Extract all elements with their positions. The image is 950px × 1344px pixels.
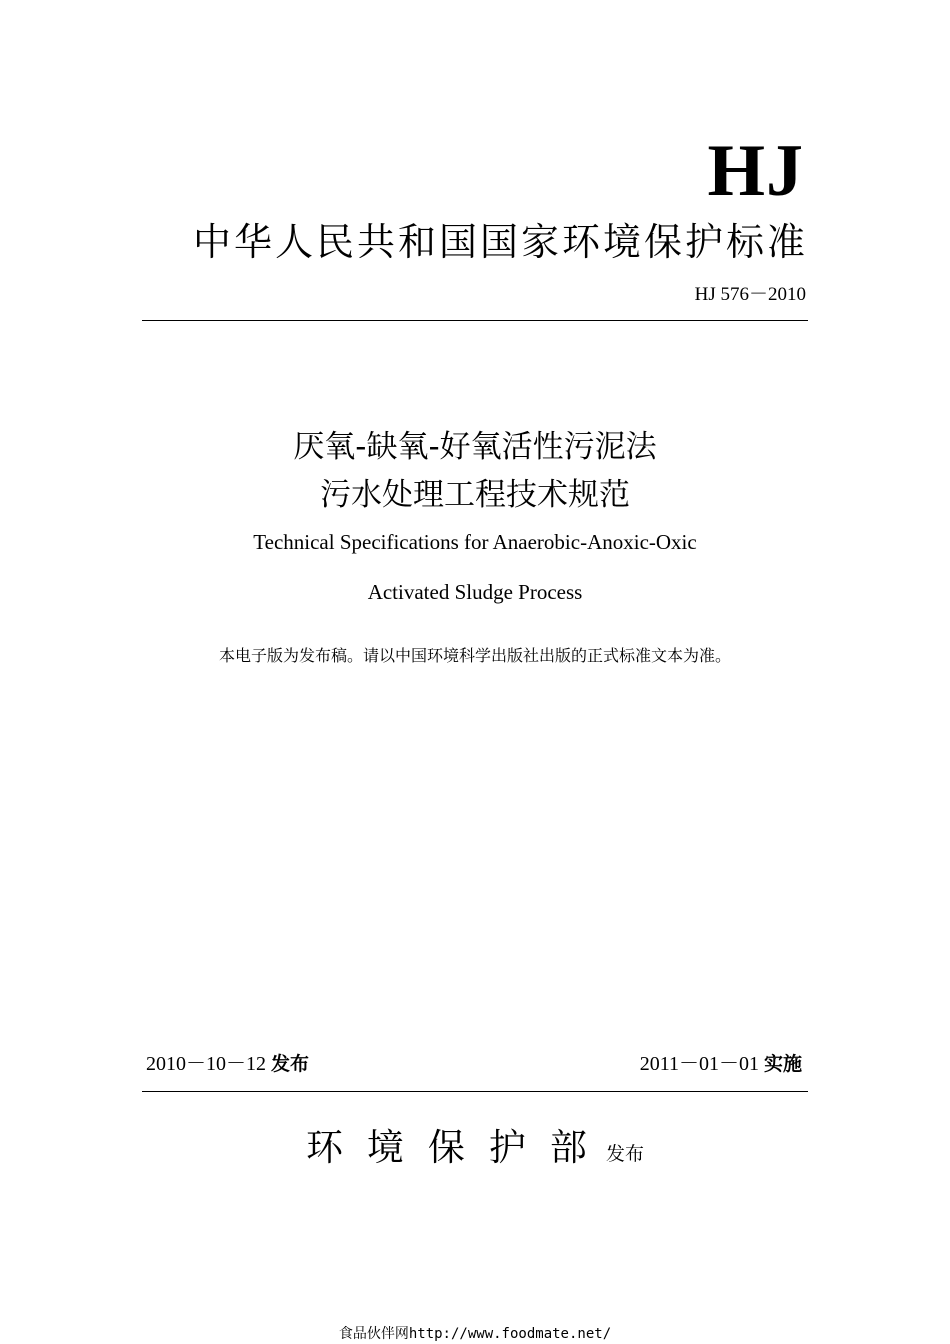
top-divider bbox=[142, 320, 808, 321]
release-date-value: 2010－10－12 bbox=[146, 1053, 266, 1075]
issuer-suffix: 发布 bbox=[606, 1143, 645, 1165]
hj-logo: HJ bbox=[707, 130, 804, 212]
title-en-line1: Technical Specifications for Anaerobic-Anoxic-Oxic bbox=[253, 530, 697, 554]
title-en-line2: Activated Sludge Process bbox=[367, 580, 583, 604]
bottom-divider bbox=[142, 1091, 808, 1092]
release-date bbox=[146, 1050, 309, 1078]
effective-label: 实施 bbox=[763, 1053, 802, 1075]
issuer-name: 环境保护部 bbox=[305, 1126, 611, 1169]
effective-date bbox=[640, 1050, 802, 1078]
release-label: 发布 bbox=[271, 1053, 310, 1075]
effective-date-value: 2011－01－01 bbox=[639, 1053, 759, 1075]
footer-watermark: 食品伙伴网http://www.foodmate.net/ bbox=[338, 1326, 612, 1342]
agency-title: 中华人民共和国国家环境保护标准 bbox=[192, 220, 808, 264]
publication-notice: 本电子版为发布稿。请以中国环境科学出版社出版的正式标准文本为准。 bbox=[218, 646, 731, 665]
title-cn-line1: 厌氧-缺氧-好氧活性污泥法 bbox=[293, 429, 657, 465]
title-cn-line2: 污水处理工程技术规范 bbox=[320, 477, 630, 513]
standard-number: HJ 576－2010 bbox=[694, 284, 806, 305]
issuer bbox=[0, 1117, 950, 1171]
